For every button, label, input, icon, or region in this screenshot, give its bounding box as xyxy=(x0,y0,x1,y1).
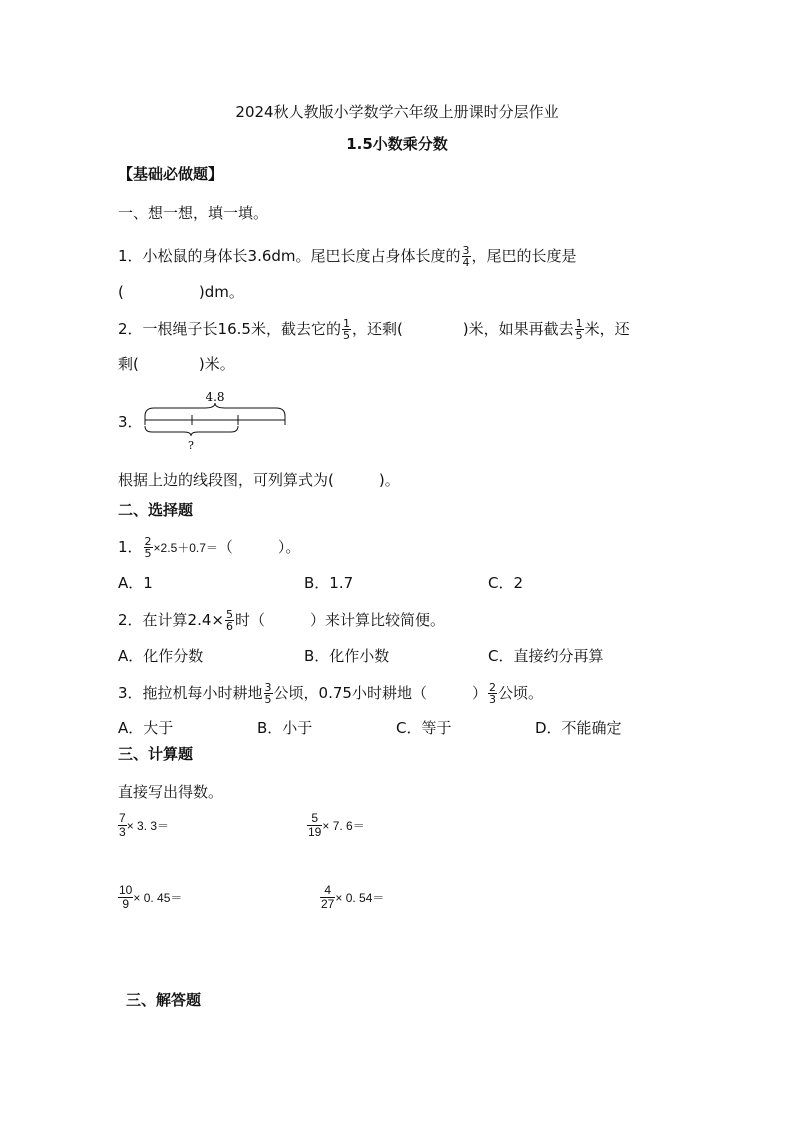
diagram-top-label: 4.8 xyxy=(205,390,225,404)
q2-text-b: ，还剩( )米，如果再截去 xyxy=(351,320,574,338)
diagram-bottom-label: ? xyxy=(188,439,194,452)
fraction-denominator: 3 xyxy=(488,693,496,706)
question-1-3-text: 根据上边的线段图，可列算式为( )。 xyxy=(118,471,400,489)
question-2-1 xyxy=(118,536,300,559)
fraction xyxy=(225,609,234,632)
calc-item xyxy=(118,884,182,911)
fraction xyxy=(264,682,273,705)
line-segment-diagram xyxy=(140,386,290,456)
option-b: B．化作小数 xyxy=(304,647,390,665)
fraction xyxy=(488,682,497,705)
question-1-2 xyxy=(118,318,630,341)
question-1-1 xyxy=(118,245,577,268)
fraction xyxy=(342,318,351,341)
calc-item xyxy=(118,812,169,839)
q-text-b: 公顷，0.75小时耕地（ ） xyxy=(273,684,487,702)
fraction-denominator: 5 xyxy=(342,329,350,342)
fraction xyxy=(575,318,584,341)
fraction-denominator: 9 xyxy=(122,897,130,911)
q-text-b: 时（ ）来计算比较简便。 xyxy=(234,611,445,629)
option-c: C．直接约分再算 xyxy=(488,647,604,665)
fraction-denominator: 19 xyxy=(308,825,322,839)
fraction-numerator: 1 xyxy=(342,317,350,330)
calc-expression: × 0. 45＝ xyxy=(133,891,183,905)
q-text-a: 3．拖拉机每小时耕地 xyxy=(118,684,263,702)
question-2-3 xyxy=(118,682,543,705)
answer-blank: （ ）。 xyxy=(217,538,301,556)
question-1-2-continued: 剩( )米。 xyxy=(118,355,235,373)
option-a: A．1 xyxy=(118,574,153,592)
q2-text-c: 米，还 xyxy=(584,320,630,338)
fraction-numerator: 5 xyxy=(307,812,322,826)
option-d: D．不能确定 xyxy=(535,719,622,737)
option-a: A．化作分数 xyxy=(118,647,204,665)
q-text-a: 2．在计算2.4× xyxy=(118,611,224,629)
calc-expression: × 7. 6＝ xyxy=(322,819,365,833)
question-2-2 xyxy=(118,609,445,632)
fraction-denominator: 6 xyxy=(225,620,233,633)
option-c: C．2 xyxy=(488,574,524,592)
fraction-numerator: 10 xyxy=(119,883,133,897)
fraction-numerator: 7 xyxy=(119,811,126,825)
calc-item xyxy=(307,812,365,839)
fraction-denominator: 27 xyxy=(321,897,335,911)
fraction-numerator: 4 xyxy=(320,884,335,898)
section1-title: 一、想一想，填一填。 xyxy=(118,204,269,222)
option-b: B．小于 xyxy=(257,719,313,737)
fraction xyxy=(307,812,322,839)
option-a: A．大于 xyxy=(118,719,174,737)
fraction-denominator: 4 xyxy=(462,256,470,269)
lesson-title: 1.5小数乘分数 xyxy=(346,135,448,153)
q2-text-a: 2．一根绳子长16.5米，截去它的 xyxy=(118,320,341,338)
section3-instruction: 直接写出得数。 xyxy=(118,783,224,801)
fraction xyxy=(144,536,153,559)
expression: ×2.5＋0.7＝ xyxy=(153,541,218,555)
q-text-c: 公顷。 xyxy=(497,684,543,702)
question-1-3-number: 3． xyxy=(118,413,143,431)
fraction-numerator: 3 xyxy=(264,681,272,694)
q-number: 1． xyxy=(118,538,143,556)
fraction-denominator: 5 xyxy=(575,329,583,342)
calc-item xyxy=(320,884,384,911)
fraction-denominator: 3 xyxy=(119,825,126,839)
fraction-denominator: 5 xyxy=(264,693,272,706)
fraction-numerator: 5 xyxy=(225,608,233,621)
fraction-numerator: 1 xyxy=(575,317,583,330)
fraction-numerator: 2 xyxy=(488,681,496,694)
calc-expression: × 0. 54＝ xyxy=(335,891,385,905)
q1-text-b: ，尾巴的长度是 xyxy=(471,247,577,265)
section2-title: 二、选择题 xyxy=(118,501,194,519)
question-1-1-answer-line: ( )dm。 xyxy=(118,283,244,301)
fraction-numerator: 2 xyxy=(144,535,152,548)
fraction-denominator: 5 xyxy=(144,547,152,560)
fraction-numerator: 3 xyxy=(462,244,470,257)
fraction xyxy=(320,884,335,911)
fraction xyxy=(118,884,133,911)
option-c: C．等于 xyxy=(396,719,452,737)
basic-section-label: 【基础必做题】 xyxy=(118,165,224,183)
page-title: 2024秋人教版小学数学六年级上册课时分层作业 xyxy=(235,103,559,121)
fraction xyxy=(462,245,471,268)
top-brace xyxy=(145,403,285,416)
fraction xyxy=(118,812,127,839)
option-b: B．1.7 xyxy=(304,574,354,592)
calc-expression: × 3. 3＝ xyxy=(126,819,170,833)
bottom-brace xyxy=(145,426,238,436)
section3-title: 三、计算题 xyxy=(118,745,194,763)
section4-title: 三、解答题 xyxy=(126,991,202,1009)
q1-text-a: 1．小松鼠的身体长3.6dm。尾巴长度占身体长度的 xyxy=(118,247,461,265)
